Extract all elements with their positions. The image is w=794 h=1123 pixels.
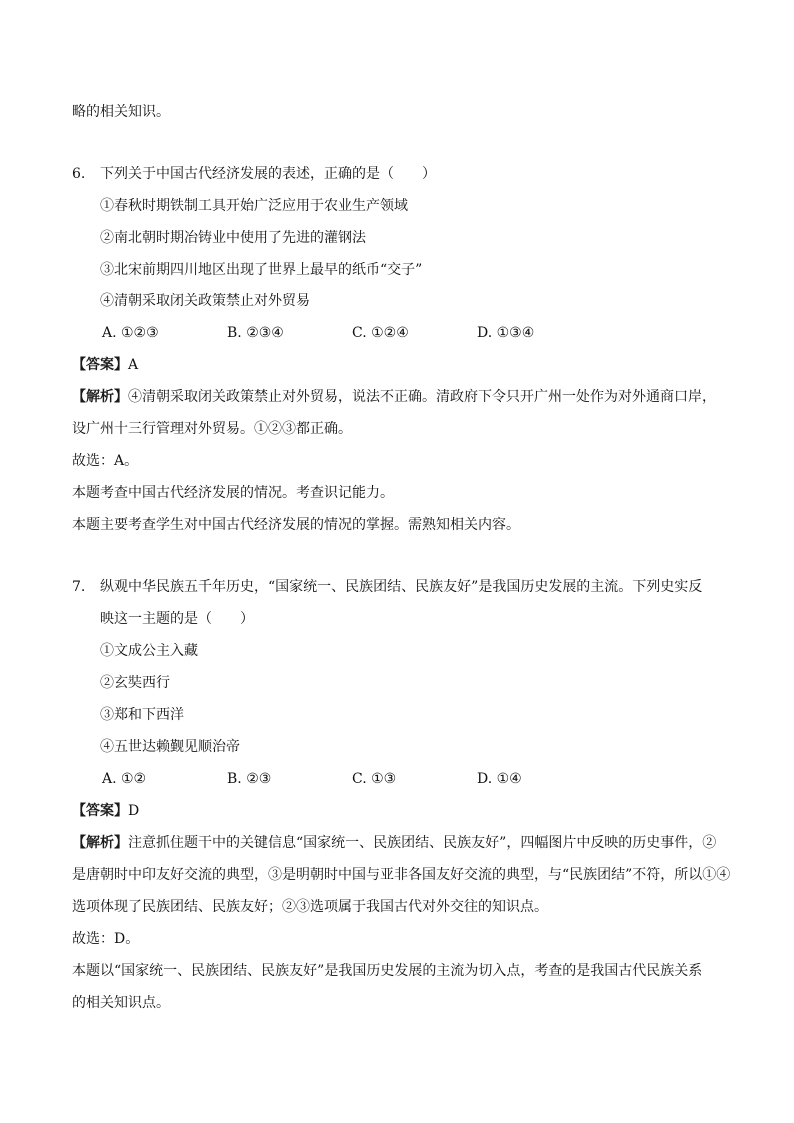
question-7-answer [72,801,139,821]
question-7-choose: 故选：D。 [72,931,140,947]
question-6-choose: 故选：A。 [72,453,139,469]
question-6-option-d: D. ①③④ [477,325,535,341]
question-7-number: 7. [72,579,86,595]
question-7-item-2: ②玄奘西行 [100,675,170,691]
answer-value: A [128,357,139,373]
intro-tail: 略的相关知识。 [72,104,170,120]
question-7-stem-line-2: 映这一主题的是（ ） [100,611,254,627]
question-7-option-c: C. ①③ [352,771,397,787]
question-7-option-a: A. ①② [102,771,147,787]
question-6-item-3: ③北宋前期四川地区出现了世界上最早的纸币“交子” [100,262,423,278]
question-7-note-2: 的相关知识点。 [72,995,170,1011]
question-6-number: 6. [72,166,86,182]
question-7-item-1: ①文成公主入藏 [100,643,198,659]
question-6-analysis-line-2: 设广州十三行管理对外贸易。①②③都正确。 [72,421,352,437]
question-7-option-b: B. ②③ [227,771,272,787]
question-6-note-2: 本题主要考查学生对中国古代经济发展的情况的掌握。需熟知相关内容。 [72,517,520,533]
question-7-analysis-line-2: 是唐朝时中印友好交流的典型，③是明朝时中国与亚非各国友好交流的典型，与“民族团结”不符，所以①④ [72,867,731,883]
answer-value: D [128,803,140,819]
question-6-option-a: A. ①②③ [102,325,159,341]
analysis-label: 【解析】 [72,835,128,851]
question-7-note-1: 本题以“国家统一、民族团结、民族友好”是我国历史发展的主流为切入点，考查的是我国古代民族关系 [72,963,703,979]
question-7-option-d: D. ①④ [477,771,522,787]
analysis-text: 注意抓住题干中的关键信息“国家统一、民族团结、民族友好”，四幅图片中反映的历史事件，② [128,835,717,851]
question-6-note-1: 本题考查中国古代经济发展的情况。考查识记能力。 [72,485,394,501]
question-7-item-4: ④五世达赖觐见顺治帝 [100,739,240,755]
question-7-stem-line-1: 纵观中华民族五千年历史，“国家统一、民族团结、民族友好”是我国历史发展的主流。下列史实反 [100,579,703,595]
question-6-item-2: ②南北朝时期冶铸业中使用了先进的灌钢法 [100,230,366,246]
question-7-item-3: ③郑和下西洋 [100,707,184,723]
question-6-item-4: ④清朝采取闭关政策禁止对外贸易 [100,293,310,309]
question-6-item-1: ①春秋时期铁制工具开始广泛应用于农业生产领域 [100,198,408,214]
question-6-analysis-line-1 [72,387,716,407]
analysis-text: ④清朝采取闭关政策禁止对外贸易，说法不正确。清政府下令只开广州一处作为对外通商口岸， [128,389,716,405]
analysis-label: 【解析】 [72,389,128,405]
question-6-option-c: C. ①②④ [352,325,409,341]
answer-label: 【答案】 [72,803,128,819]
question-6-answer [72,355,138,375]
answer-label: 【答案】 [72,357,128,373]
question-6-stem: 下列关于中国古代经济发展的表述，正确的是（ ） [100,166,436,182]
question-7-analysis-line-1 [72,833,716,853]
question-7-analysis-line-3: 选项体现了民族团结、民族友好；②③选项属于我国古代对外交往的知识点。 [72,899,548,915]
question-6-option-b: B. ②③④ [227,325,284,341]
